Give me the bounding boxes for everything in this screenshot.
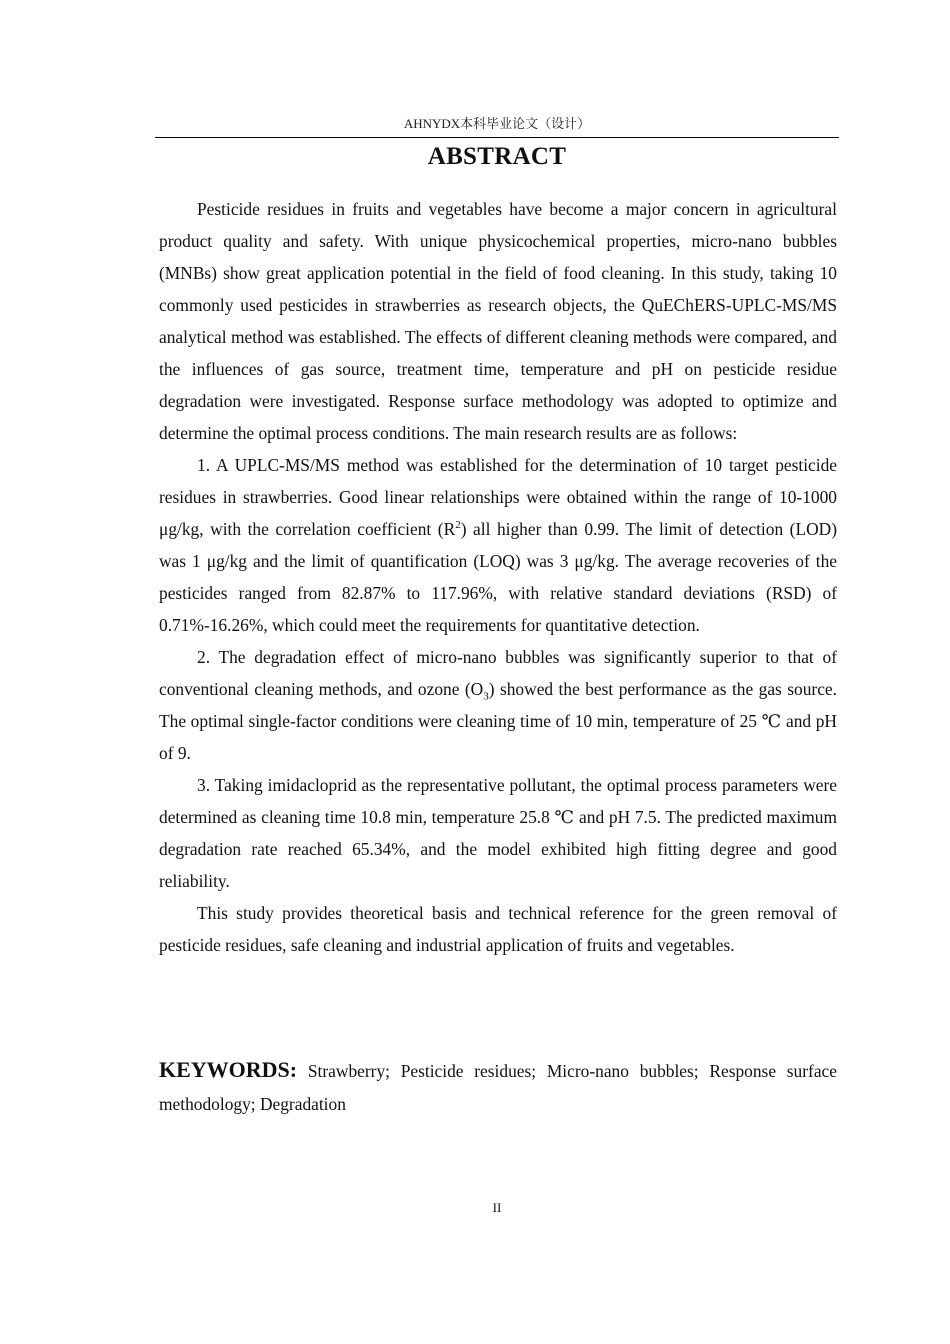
- result-item-2: [159, 641, 837, 769]
- abstract-title: ABSTRACT: [427, 143, 567, 170]
- ozone-subscript: 3: [483, 690, 489, 703]
- result-item-1: [159, 449, 837, 641]
- abstract-paragraph: Pesticide residues in fruits and vegetables have become a major concern in agricultural product quality and safety. With unique physicochemical properties, micro-nano bubbles (MNBs) show great application potential in the field of food cleaning. In this study, taking 10 commonly used pesticides in strawberries as research objects, the QuEChERS-UPLC-MS/MS analytical method was established. The effects of different cleaning methods were compared, and the influences of gas source, treatment time, temperature and pH on pesticide residue degradation were investigated. Response surface methodology was adopted to optimize and determine the optimal process conditions. The main research results are as follows:: [159, 199, 837, 443]
- header-rule: [155, 137, 839, 138]
- result-1-text-start: 1. A UPLC-MS/MS method was established for the determination of 10 target pesticide residues in strawberries. Good linear relationships were obtained within the range of 10-1000 μg/kg, with the correlation coefficient (R: [159, 455, 837, 539]
- r-squared-superscript: 2: [455, 519, 461, 532]
- result-2-text-start: 2. The degradation effect of micro-nano bubbles was significantly superior to that of conventional cleaning methods, and ozone (O: [159, 647, 837, 699]
- keywords-line: [159, 1053, 837, 1121]
- conclusion-paragraph: This study provides theoretical basis and technical reference for the green removal of pesticide residues, safe cleaning and industrial application of fruits and vegetables.: [159, 903, 837, 955]
- keywords-text: Strawberry; Pesticide residues; Micro-nano bubbles; Response surface methodology; Degradation: [159, 1061, 837, 1114]
- result-1-text-end: ) all higher than 0.99. The limit of detection (LOD) was 1 μg/kg and the limit of quantification (LOQ) was 3 μg/kg. The average recoveries of the pesticides ranged from 82.87% to 117.96%, with relative standard deviations (RSD) of 0.71%-16.26%, which could meet the requirements for quantitative detection.: [159, 519, 838, 635]
- result-item-3: 3. Taking imidacloprid as the representative pollutant, the optimal process parameters were determined as cleaning time 10.8 min, temperature 25.8 ℃ and pH 7.5. The predicted maximum degradation rate reached 65.34%, and the model exhibited high fitting degree and good reliability.: [159, 775, 837, 891]
- abstract-body: [159, 193, 837, 961]
- running-header: AHNYDX本科毕业论文（设计）: [403, 116, 591, 131]
- keywords-label: KEYWORDS:: [159, 1057, 298, 1082]
- page-number: II: [492, 1200, 502, 1215]
- result-2-text-end: ) showed the best performance as the gas source. The optimal single-factor conditions were cleaning time of 10 min, temperature of 25 ℃ and pH of 9.: [159, 679, 837, 763]
